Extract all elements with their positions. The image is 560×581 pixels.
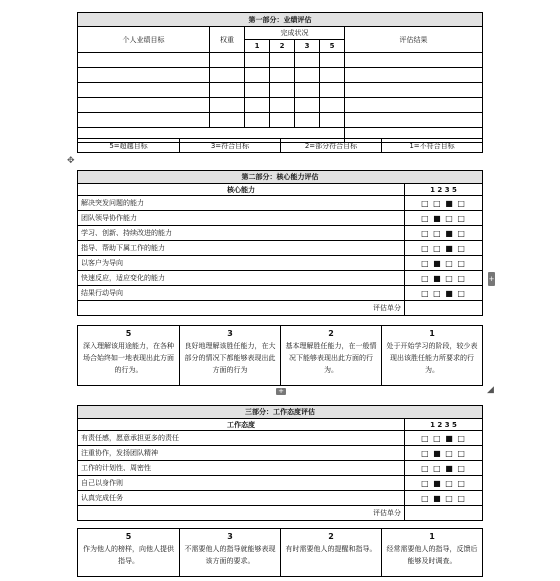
competency-scale bbox=[77, 325, 483, 386]
competency-row bbox=[78, 196, 483, 211]
attitude-row bbox=[78, 431, 483, 446]
scale-number: 1 bbox=[429, 532, 435, 541]
work-attitude-table bbox=[77, 405, 483, 521]
scale-text: 经常需要他人的指导，反馈后能够及时调查。 bbox=[386, 545, 478, 565]
scale-cell-3 bbox=[180, 529, 281, 577]
competency-row bbox=[78, 256, 483, 271]
competency-row bbox=[78, 286, 483, 301]
goal-row[interactable] bbox=[78, 98, 483, 113]
competency-row bbox=[78, 271, 483, 286]
scale-text: 深入理解该用途能力，在各种场合始终如一地表现出此方面的行为。 bbox=[83, 342, 174, 374]
scale-text: 作为他人的榜样，向他人提供指导。 bbox=[83, 545, 174, 565]
competency-label: 解决突发问题的能力 bbox=[78, 196, 405, 211]
attitude-row bbox=[78, 461, 483, 476]
competency-checkboxes[interactable]: □ □ ■ □ bbox=[405, 196, 483, 211]
attitude-label: 自己以身作则 bbox=[78, 476, 405, 491]
status-col-5: 5 bbox=[320, 40, 345, 53]
resize-handle-icon[interactable]: ◢ bbox=[487, 385, 494, 395]
attitude-checkboxes[interactable]: □ ■ □ □ bbox=[405, 446, 483, 461]
attitude-label: 注重协作，发扬团队精神 bbox=[78, 446, 405, 461]
legend-1: 1=不符合目标 bbox=[382, 139, 483, 153]
scale-text: 处于开始学习的阶段，较少表现出该胜任能力所要求的行为。 bbox=[386, 342, 478, 374]
competency-label: 以客户为导向 bbox=[78, 256, 405, 271]
competency-label: 结果行动导向 bbox=[78, 286, 405, 301]
competency-row bbox=[78, 211, 483, 226]
competency-row bbox=[78, 241, 483, 256]
part3-title: 三部分：工作态度评估 bbox=[78, 406, 483, 419]
goal-row[interactable] bbox=[78, 53, 483, 68]
scale-number: 3 bbox=[227, 532, 233, 541]
insert-row-icon[interactable]: + bbox=[276, 388, 286, 395]
scale-text: 有时需要他人的提醒和指导。 bbox=[285, 545, 377, 553]
goal-row[interactable] bbox=[78, 68, 483, 83]
competency-header: 核心能力 bbox=[78, 184, 405, 196]
attitude-row bbox=[78, 476, 483, 491]
core-competency-table bbox=[77, 170, 483, 316]
scale-number: 5 bbox=[125, 329, 132, 338]
status-col-3: 3 bbox=[295, 40, 320, 53]
competency-checkboxes[interactable]: □ □ ■ □ bbox=[405, 241, 483, 256]
competency-rating-value[interactable] bbox=[405, 301, 483, 316]
goal-row[interactable] bbox=[78, 83, 483, 98]
status-col-1: 1 bbox=[245, 40, 270, 53]
competency-checkboxes[interactable]: □ ■ □ □ bbox=[405, 211, 483, 226]
competency-checkboxes[interactable]: □ □ ■ □ bbox=[405, 286, 483, 301]
attitude-row bbox=[78, 446, 483, 461]
performance-legend bbox=[77, 138, 483, 153]
attitude-row bbox=[78, 491, 483, 506]
scale-cell-5 bbox=[78, 529, 180, 577]
scale-text: 不需要他人的指导就能够表现该方面的要求。 bbox=[184, 545, 276, 565]
attitude-checkboxes[interactable]: □ □ ■ □ bbox=[405, 431, 483, 446]
result-header: 评估结果 bbox=[345, 27, 483, 53]
competency-row bbox=[78, 226, 483, 241]
competency-label: 学习、创新、持续改进的能力 bbox=[78, 226, 405, 241]
competency-checkboxes[interactable]: □ □ ■ □ bbox=[405, 226, 483, 241]
legend-5: 5=超越目标 bbox=[78, 139, 180, 153]
attitude-label: 认真完成任务 bbox=[78, 491, 405, 506]
scale-text: 基本理解胜任能力，在一般情况下能够表现出此方面的行为。 bbox=[285, 342, 377, 374]
scale-text: 良好地理解该胜任能力，在大部分的情况下都能够表现出此方面的行为 bbox=[184, 342, 276, 374]
part2-title: 第二部分：核心能力评估 bbox=[78, 171, 483, 184]
attitude-rating-value[interactable] bbox=[405, 506, 483, 521]
attitude-rating-label: 评估单分 bbox=[78, 506, 405, 521]
status-header: 完成状况 bbox=[245, 27, 345, 40]
competency-checkboxes[interactable]: □ ■ □ □ bbox=[405, 256, 483, 271]
scale-cell-2 bbox=[281, 326, 382, 386]
legend-2: 2=部分符合目标 bbox=[281, 139, 382, 153]
scale-cell-2 bbox=[281, 529, 382, 577]
attitude-label: 工作的计划性、周密性 bbox=[78, 461, 405, 476]
scale-cell-1 bbox=[382, 326, 483, 386]
scale-cell-1 bbox=[382, 529, 483, 577]
weight-header: 权重 bbox=[210, 27, 245, 53]
scale-number: 2 bbox=[328, 532, 334, 541]
move-handle-icon[interactable]: ✥ bbox=[67, 156, 75, 166]
performance-table bbox=[77, 12, 483, 143]
goal-row[interactable] bbox=[78, 113, 483, 128]
attitude-scale bbox=[77, 528, 483, 577]
attitude-checkboxes[interactable]: □ □ ■ □ bbox=[405, 461, 483, 476]
scale-number: 2 bbox=[328, 329, 334, 338]
scale-cell-5 bbox=[78, 326, 180, 386]
scale-number: 1 bbox=[429, 329, 435, 338]
competency-scale-header: 1 2 3 5 bbox=[405, 184, 483, 196]
competency-checkboxes[interactable]: □ ■ □ □ bbox=[405, 271, 483, 286]
insert-column-icon[interactable]: + bbox=[488, 272, 495, 286]
competency-label: 团队领导协作能力 bbox=[78, 211, 405, 226]
scale-number: 3 bbox=[227, 329, 233, 338]
legend-3: 3=符合目标 bbox=[180, 139, 281, 153]
goal-header: 个人业绩目标 bbox=[78, 27, 210, 53]
competency-label: 快速反应，适应变化的能力 bbox=[78, 271, 405, 286]
attitude-label: 有责任感，愿意承担更多的责任 bbox=[78, 431, 405, 446]
competency-rating-label: 评估单分 bbox=[78, 301, 405, 316]
status-col-2: 2 bbox=[270, 40, 295, 53]
part1-title: 第一部分：业绩评估 bbox=[78, 13, 483, 27]
scale-number: 5 bbox=[125, 532, 132, 541]
scale-cell-3 bbox=[180, 326, 281, 386]
competency-label: 指导、帮助下属工作的能力 bbox=[78, 241, 405, 256]
attitude-header: 工作态度 bbox=[78, 419, 405, 431]
attitude-scale-header: 1 2 3 5 bbox=[405, 419, 483, 431]
attitude-checkboxes[interactable]: □ ■ □ □ bbox=[405, 476, 483, 491]
attitude-checkboxes[interactable]: □ ■ □ □ bbox=[405, 491, 483, 506]
